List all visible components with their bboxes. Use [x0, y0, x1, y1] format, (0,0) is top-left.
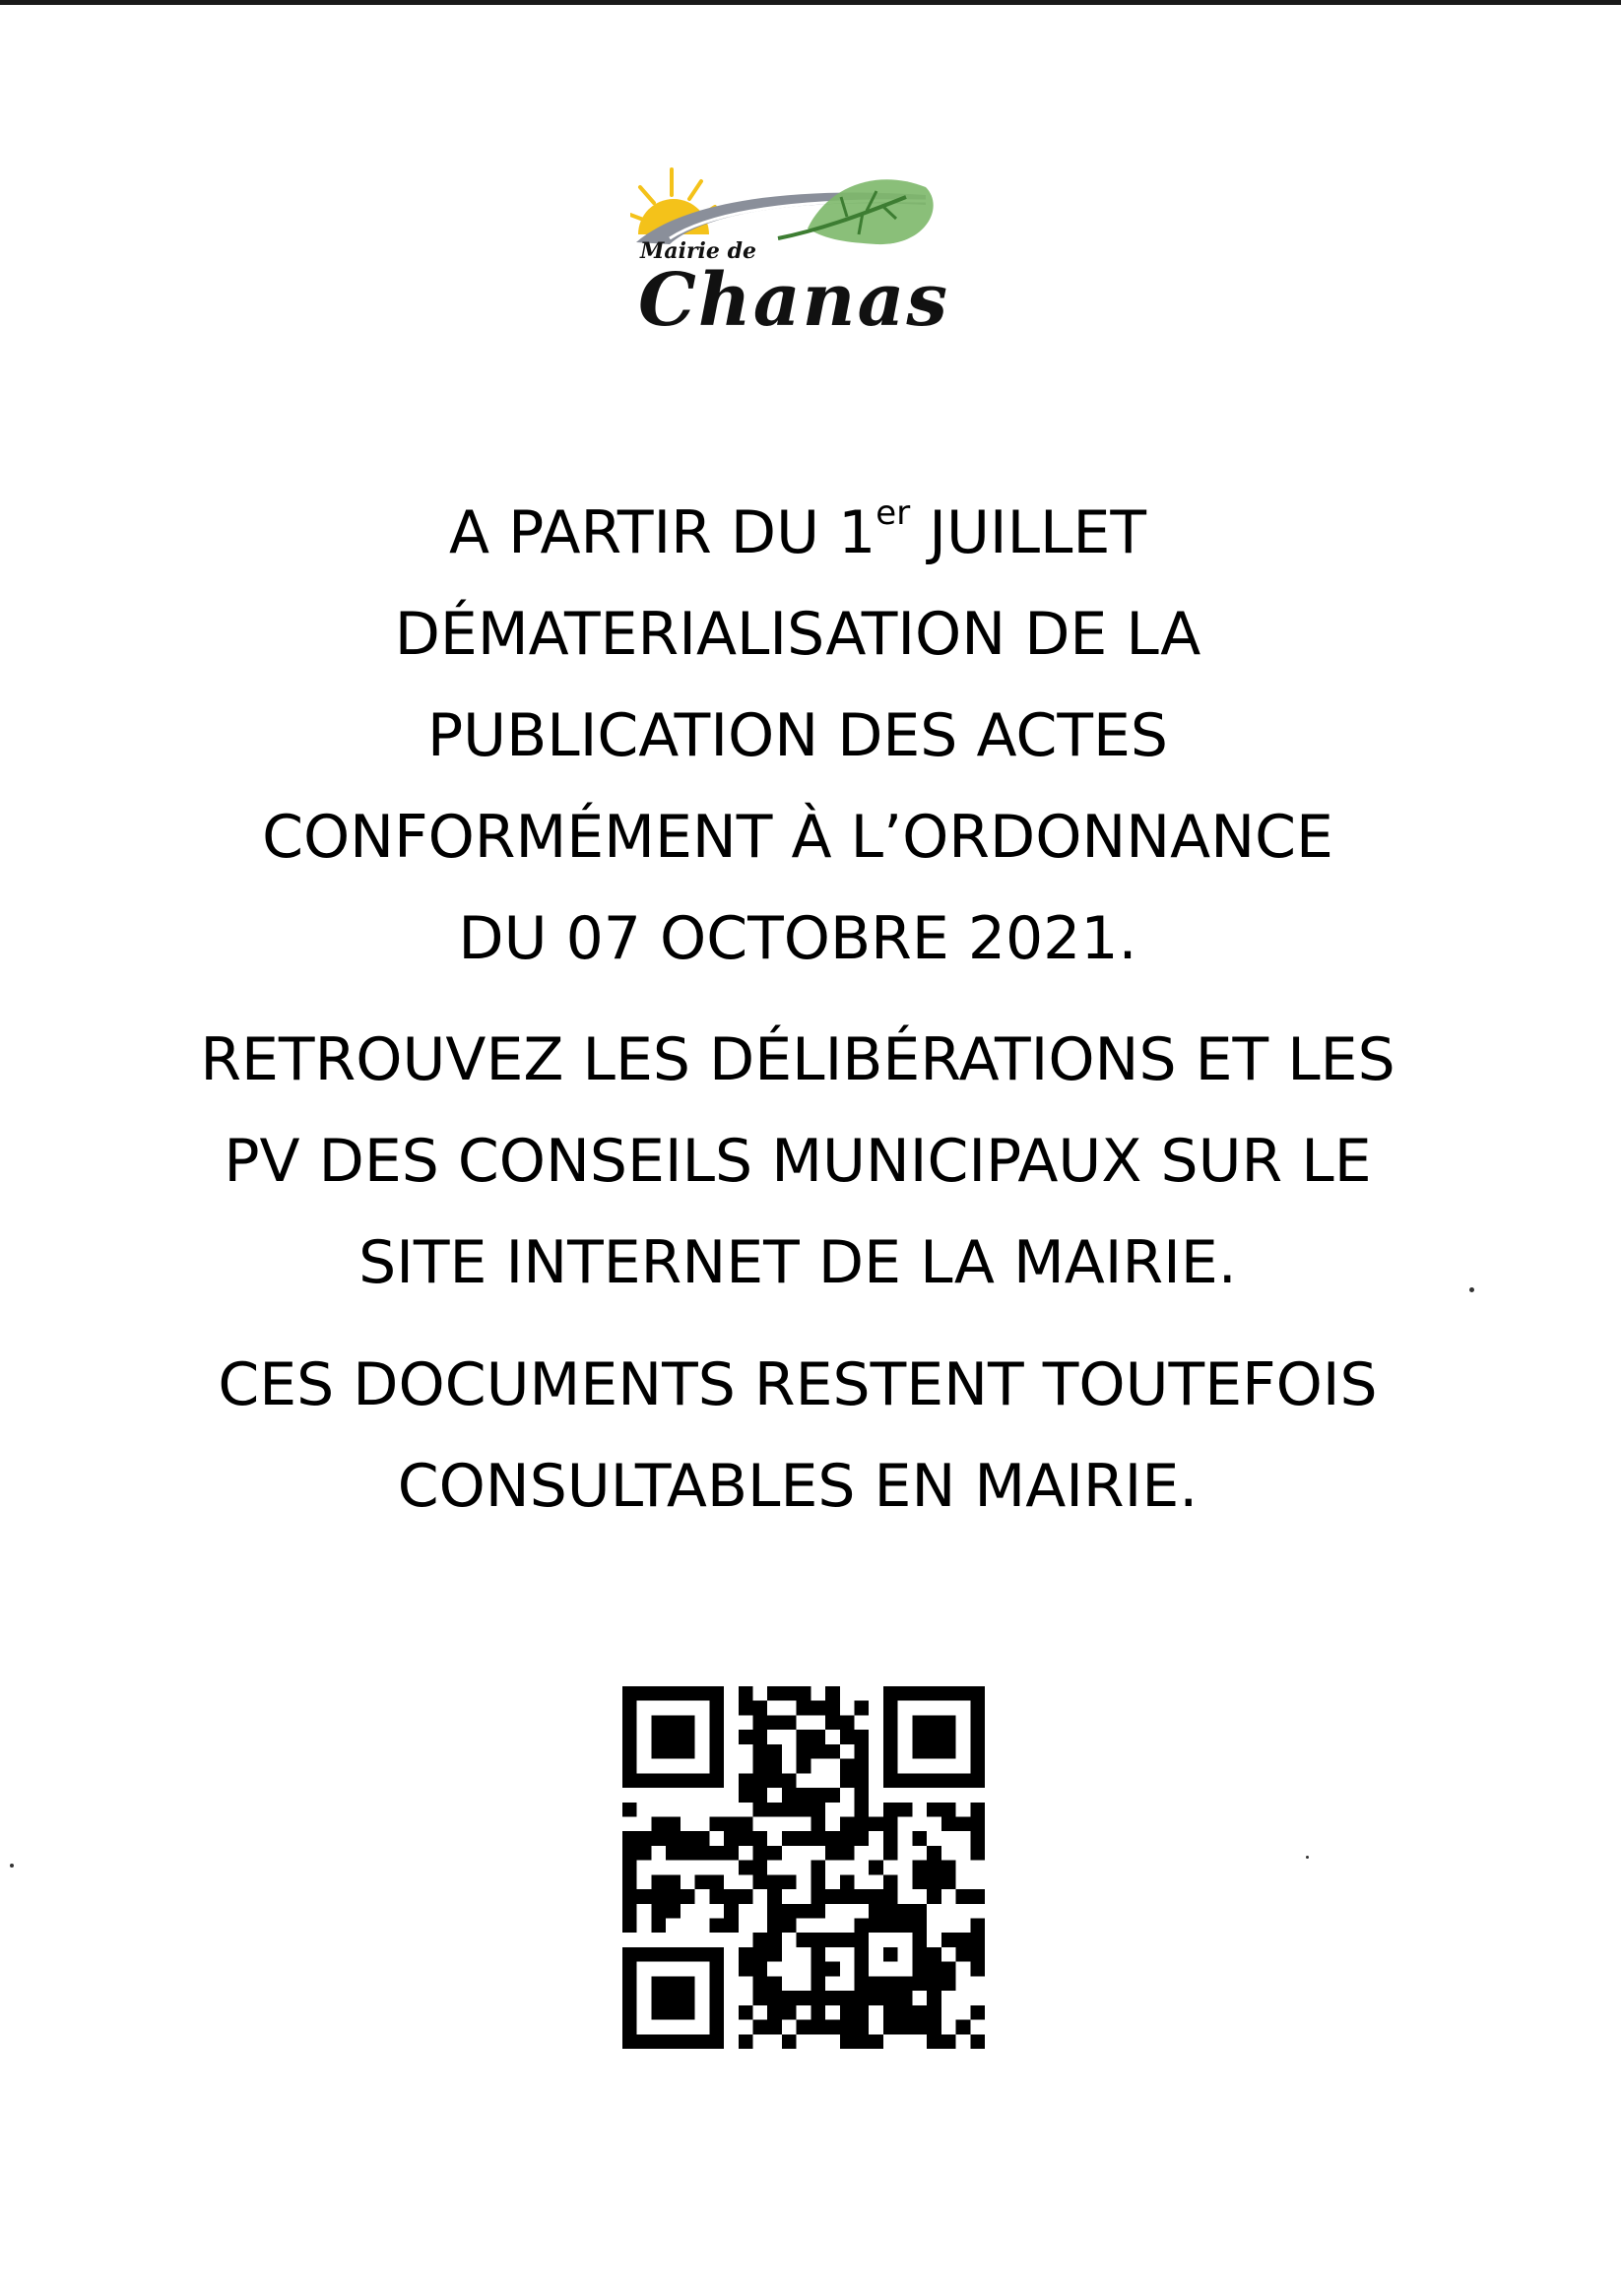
qr-code-icon[interactable]	[622, 1686, 985, 2049]
notice-text: JUILLET	[910, 498, 1146, 567]
notice-line: DÉMATERIALISATION DE LA	[394, 600, 1201, 669]
ordinal-suffix: er	[875, 493, 911, 533]
logo-subtitle: Mairie de	[640, 238, 756, 264]
scan-speck	[1469, 1287, 1474, 1292]
notice-paragraph-3	[138, 1335, 1458, 1538]
notice-text: A PARTIR DU 1	[448, 498, 876, 567]
scan-speck	[10, 1864, 14, 1868]
notice-line: CONSULTABLES EN MAIRIE.	[397, 1452, 1199, 1521]
notice-line: PUBLICATION DES ACTES	[427, 701, 1168, 770]
notice-line: CONFORMÉMENT À L’ORDONNANCE	[262, 803, 1333, 872]
scan-edge	[0, 0, 1621, 5]
mairie-logo	[630, 148, 955, 355]
notice-line: CES DOCUMENTS RESTENT TOUTEFOIS	[218, 1350, 1378, 1419]
notice-paragraph-2	[138, 1010, 1458, 1314]
notice-paragraph-1	[138, 483, 1458, 990]
logo-title: Chanas	[638, 258, 950, 343]
notice-line: PV DES CONSEILS MUNICIPAUX SUR LE	[224, 1127, 1372, 1196]
notice-line	[138, 483, 1458, 584]
notice-line: RETROUVEZ LES DÉLIBÉRATIONS ET LES	[200, 1025, 1395, 1094]
scan-speck	[1306, 1856, 1309, 1859]
leaf-icon	[778, 179, 934, 244]
notice-line: SITE INTERNET DE LA MAIRIE.	[358, 1228, 1237, 1297]
notice-line: DU 07 OCTOBRE 2021.	[458, 904, 1137, 973]
